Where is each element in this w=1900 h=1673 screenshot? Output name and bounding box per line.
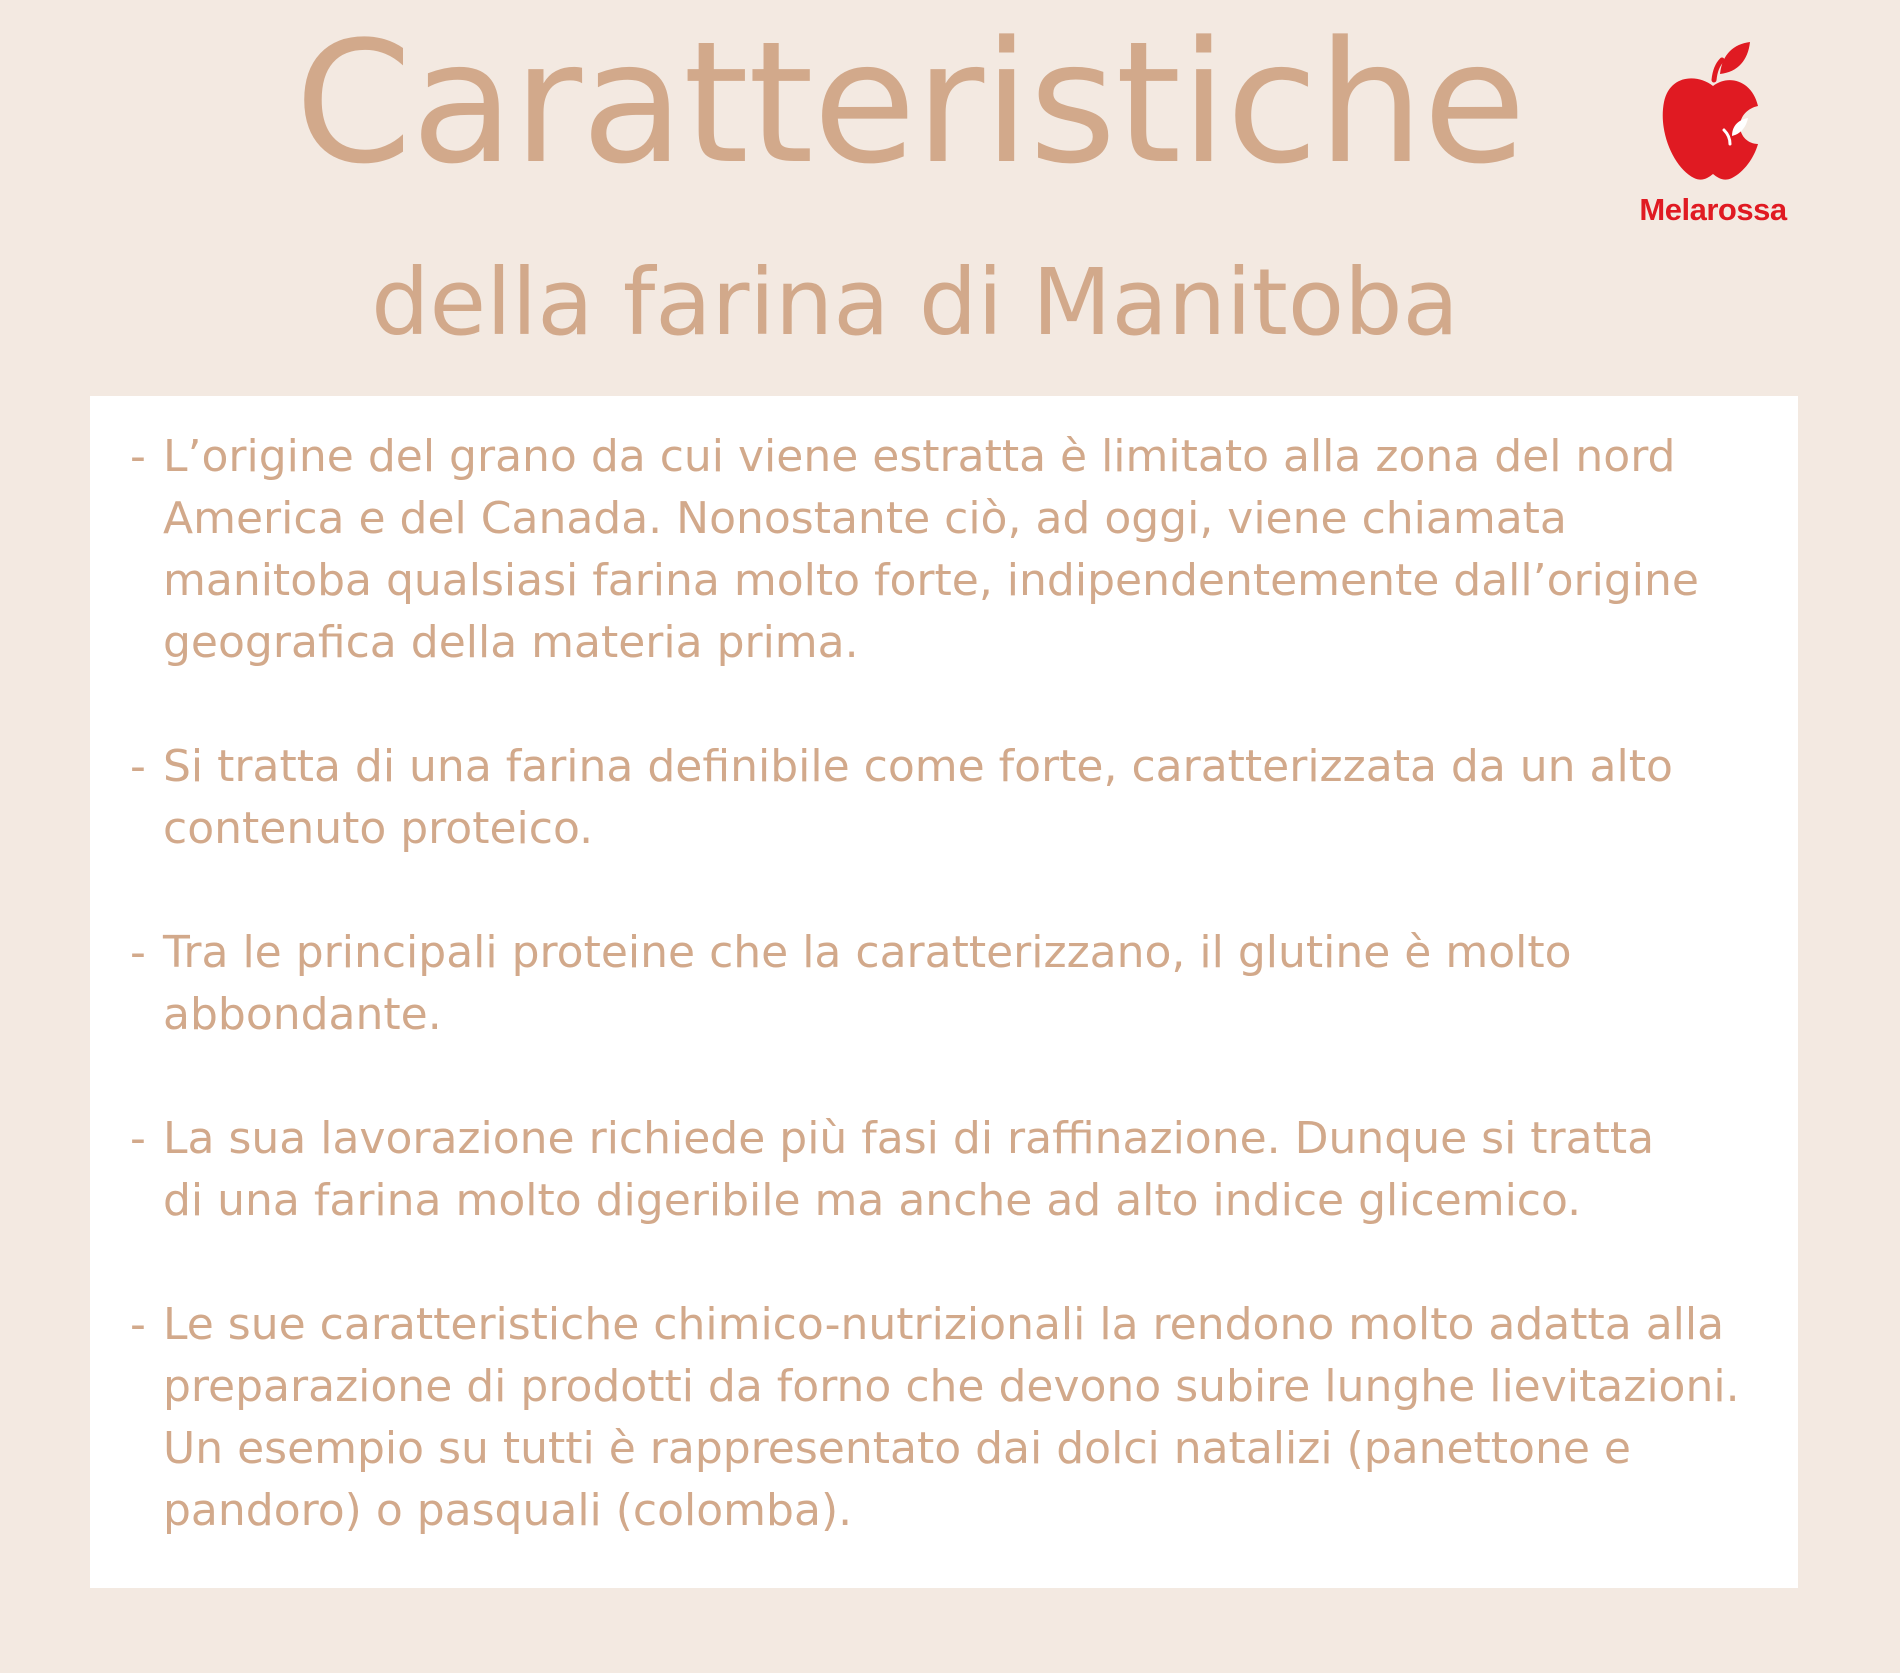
- list-item-text: Tra le principali proteine che la caratterizzano, il glutine è molto abbondante.: [163, 927, 1572, 1040]
- list-item-text: Le sue caratteristiche chimico-nutrizionali la rendono molto adatta alla preparazione di prodotti da forno che devono subire lunghe lievitazioni. Un esempio su tutti è rappresentato dai dolci natalizi (panettone e pandoro) o pasquali (colomba).: [163, 1299, 1740, 1536]
- apple-icon: [1658, 40, 1768, 190]
- bullet-dash: -: [130, 431, 146, 482]
- bullet-dash: -: [130, 1113, 146, 1164]
- bullet-dash: -: [130, 1299, 146, 1350]
- bullet-dash: -: [130, 741, 146, 792]
- brand-name: Melarossa: [1639, 192, 1787, 227]
- list-item: [130, 1294, 1758, 1542]
- list-item: [130, 736, 1758, 860]
- page-subtitle-text: della farina di Manitoba: [371, 249, 1459, 356]
- page-subtitle: [0, 248, 1900, 358]
- list-item-text: Si tratta di una farina definibile come forte, caratterizzata da un alto contenuto proteico.: [163, 741, 1673, 854]
- page-title-text: Caratteristiche: [294, 5, 1526, 201]
- list-item: [130, 1108, 1758, 1232]
- bullet-dash: -: [130, 927, 146, 978]
- list-item: [130, 426, 1758, 674]
- page-title: [0, 5, 1900, 201]
- content-card: [90, 396, 1798, 1588]
- list-item-text: L’origine del grano da cui viene estratta è limitato alla zona del nord America e del Canada. Nonostante ciò, ad oggi, viene chiamata manitoba qualsiasi farina molto forte, indipendentemente dall’origine geografica della materia prima.: [163, 431, 1699, 668]
- list-item: [130, 922, 1758, 1046]
- melarossa-logo: [1628, 40, 1798, 240]
- list-item-text: La sua lavorazione richiede più fasi di raffinazione. Dunque si tratta di una farina molto digeribile ma anche ad alto indice glicemico.: [163, 1113, 1655, 1226]
